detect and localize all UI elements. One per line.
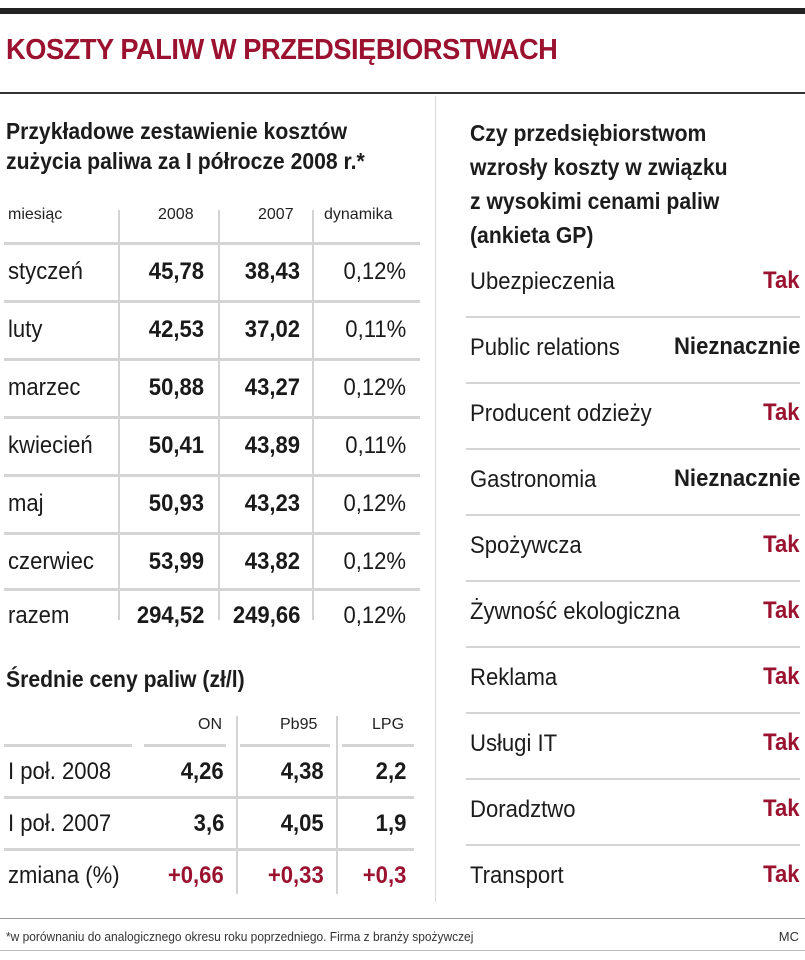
dynamics-cell: 0,12% [343,602,406,629]
value-2008-cell: 50,93 [148,490,204,517]
survey-row [466,450,800,512]
answer-value: Tak [763,531,800,558]
table-row [0,244,420,302]
column-divider [435,96,436,902]
dynamics-cell: 0,12% [343,548,406,575]
survey-row [466,648,800,710]
col-header-pb95: Pb95 [280,716,318,733]
month-cell: razem [8,602,70,629]
survey-row [466,318,800,380]
answer-value: Tak [763,267,800,294]
answer-value: Tak [763,597,800,624]
survey-heading-line: z wysokimi cenami paliw [470,188,720,214]
table-row [0,360,420,418]
col-header-dynamics: dynamika [324,206,393,223]
pb95-cell: 4,05 [281,810,324,837]
page-title: KOSZTY PALIW W PRZEDSIĘBIORSTWACH [6,34,558,66]
value-2008-cell: 294,52 [136,602,204,629]
answer-value: Nieznacznie [673,333,800,360]
answer-value: Tak [763,795,800,822]
survey-heading-line: (ankieta GP) [470,222,594,248]
survey-row [466,714,800,776]
row-rule [4,848,414,851]
sector-label: Żywność ekologiczna [470,598,680,625]
value-2007-cell: 43,89 [244,432,300,459]
dynamics-cell: 0,11% [345,432,406,459]
value-2008-cell: 42,53 [148,316,204,343]
dynamics-cell: 0,12% [343,374,406,401]
table-row [0,534,420,592]
survey-heading-line: wzrosły koszty w związku [470,154,728,180]
row-rule [4,416,420,419]
table-row-change [0,852,420,902]
top-rule [0,8,805,14]
sector-label: Spożywcza [470,532,582,559]
lpg-cell: 1,9 [375,810,406,837]
answer-value: Tak [763,663,800,690]
dynamics-cell: 0,12% [343,490,406,517]
month-cell: kwiecień [8,432,93,459]
month-cell: styczeń [8,258,83,285]
sector-label: Usługi IT [470,730,558,757]
col-header-2008: 2008 [158,206,194,223]
value-2007-cell: 249,66 [232,602,300,629]
pb95-cell: 4,38 [281,758,324,785]
footnote: *w porównaniu do analogicznego okresu roku poprzedniego. Firma z branży spożywczej [6,929,474,944]
period-cell: I poł. 2007 [8,810,112,837]
monthly-heading-line: Przykładowe zestawienie kosztów [6,118,348,144]
month-cell: luty [8,316,43,343]
period-cell: zmiana (%) [8,862,120,889]
table-row [0,418,420,476]
dynamics-cell: 0,12% [343,258,406,285]
footer-rule [0,918,805,919]
title-rule [0,92,805,94]
survey-heading-line: Czy przedsiębiorstwom [470,120,707,146]
survey-row [466,252,800,314]
sector-label: Producent odzieży [470,400,652,427]
survey-row [466,384,800,446]
pb95-cell: +0,33 [268,862,324,889]
sector-label: Doradztwo [470,796,576,823]
lpg-cell: +0,3 [362,862,406,889]
answer-value: Tak [763,861,800,888]
value-2008-cell: 50,88 [148,374,204,401]
table-row [0,476,420,534]
dynamics-cell: 0,11% [345,316,406,343]
value-2007-cell: 43,82 [244,548,300,575]
sector-label: Ubezpieczenia [470,268,615,295]
on-cell: +0,66 [168,862,224,889]
lpg-cell: 2,2 [375,758,406,785]
month-cell: maj [8,490,44,517]
answer-value: Tak [763,729,800,756]
fuel-prices-heading: Średnie ceny paliw (zł/l) [6,666,245,692]
value-2007-cell: 43,23 [244,490,300,517]
row-rule [4,242,420,245]
table-row [0,800,420,850]
row-rule [4,532,420,535]
col-header-month: miesiąc [8,206,63,223]
on-cell: 4,26 [181,758,224,785]
table-row [0,748,420,798]
value-2008-cell: 45,78 [148,258,204,285]
bottom-rule [0,950,805,951]
sector-label: Reklama [470,664,558,691]
sector-label: Transport [470,862,564,889]
monthly-heading [6,116,365,176]
row-rule [342,744,414,747]
row-rule [144,744,226,747]
survey-row [466,582,800,644]
row-rule [4,474,420,477]
table-row-total [0,588,420,646]
row-rule [4,744,132,747]
row-rule [4,796,414,799]
on-cell: 3,6 [193,810,224,837]
survey-heading [470,116,728,252]
value-2008-cell: 53,99 [148,548,204,575]
survey-row [466,846,800,908]
col-header-lpg: LPG [372,716,405,733]
row-rule [4,358,420,361]
row-rule [4,300,420,303]
value-2008-cell: 50,41 [148,432,204,459]
answer-value: Tak [763,399,800,426]
value-2007-cell: 38,43 [244,258,300,285]
monthly-heading-line: zużycia paliwa za I półrocze 2008 r.* [6,148,365,174]
author-credit: MC [778,929,799,944]
period-cell: I poł. 2008 [8,758,112,785]
survey-row [466,780,800,842]
answer-value: Nieznacznie [673,465,800,492]
col-header-2007: 2007 [258,206,294,223]
table-row [0,302,420,360]
month-cell: marzec [8,374,81,401]
row-rule [4,588,420,591]
survey-row [466,516,800,578]
month-cell: czerwiec [8,548,94,575]
col-header-on: ON [198,716,222,733]
value-2007-cell: 37,02 [244,316,300,343]
sector-label: Gastronomia [470,466,597,493]
row-rule [240,744,330,747]
value-2007-cell: 43,27 [244,374,300,401]
sector-label: Public relations [470,334,620,361]
